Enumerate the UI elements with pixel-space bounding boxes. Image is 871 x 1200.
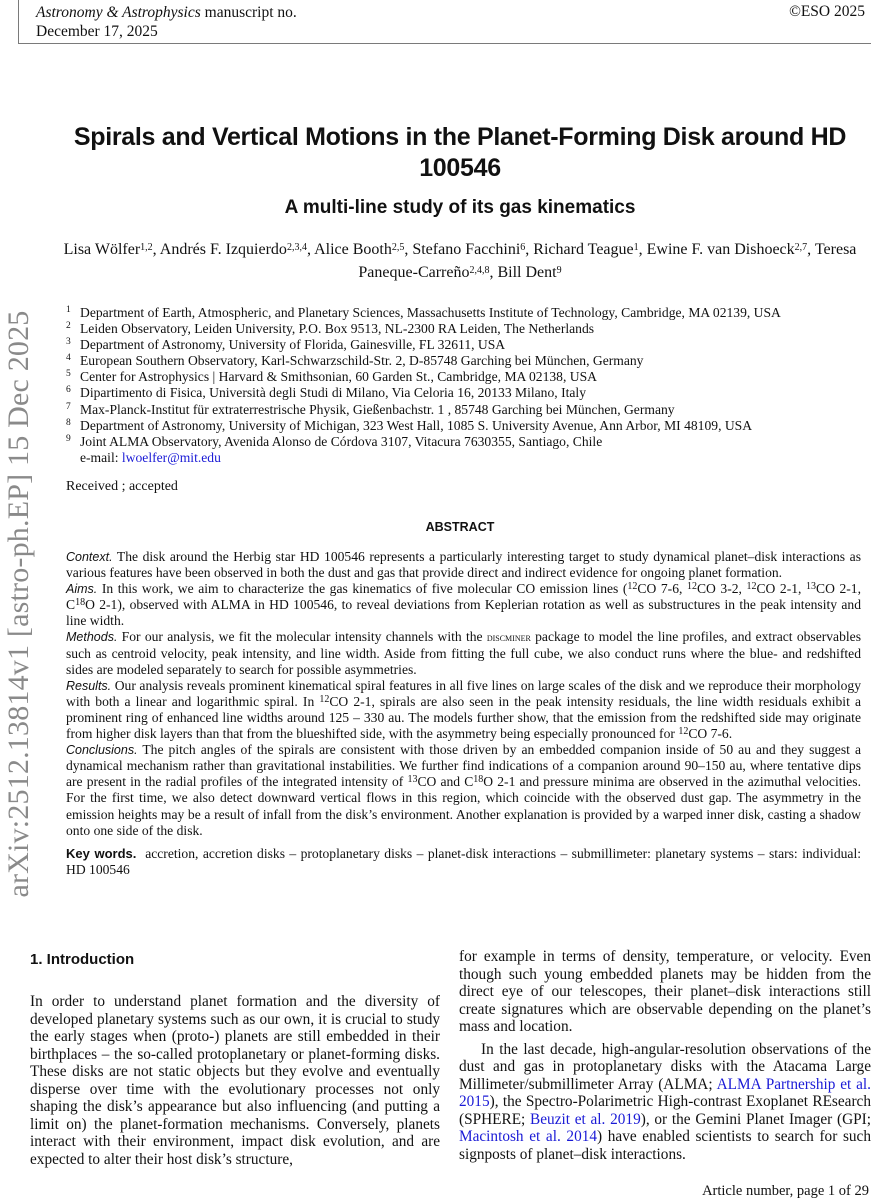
- affiliation-text: Department of Astronomy, University of Michigan, 323 West Hall, 1085 S. University Avenue, Ann Arbor, MI 48109, USA: [80, 417, 753, 433]
- isotope-superscript: 13: [806, 581, 817, 593]
- author-affil-ref: 2,5: [391, 242, 405, 253]
- author-affil-ref: 1,2: [140, 242, 153, 253]
- received-accepted: Received ; accepted: [66, 479, 178, 494]
- journal-name: Astronomy & Astrophysics: [36, 4, 201, 21]
- journal-header: [36, 3, 297, 41]
- conclusions-label: Conclusions.: [66, 743, 138, 758]
- paper-subtitle: A multi-line study of its gas kinematics: [284, 197, 636, 218]
- affiliation: [66, 418, 866, 434]
- right-column: [459, 948, 871, 1163]
- author-affil-ref: 2,3,4: [286, 242, 307, 253]
- context-label: Context.: [66, 550, 113, 564]
- aims-text: CO 7-6,: [637, 581, 687, 597]
- conclusions-text: O 2-1 and pressure minima are observed in the azimuthal velocities. For the first time, we also detect downward vertical flows in this region, which coincide with the observed dust gap. The asymmetry in the emission heights may be a result of infall from the disk’s environment. Another explanation is provided by a warped inner disk, casting a shadow onto one side of the disk.: [66, 774, 861, 838]
- abstract-conclusions: [66, 742, 861, 839]
- author-list: Lisa Wölfer$^{1,2}$, Andrés F. Izquierdo$^{2,3,4}$, Alice Booth$^{2,5}$, Stefano Facchini$^6$, Richard Teague$^1$, Ewine F. van Dishoeck$^{2,7}$, Teresa Paneque-Carreño$^{2,4,8}$, Bill Dent$^9$: [63, 241, 857, 281]
- isotope-superscript: 12: [686, 581, 697, 593]
- affiliation-text: European Southern Observatory, Karl-Schwarzschild-Str. 2, D-85748 Garching bei München, Germany: [80, 353, 644, 369]
- keywords-label: Key words.: [66, 845, 137, 861]
- affiliation-text: Joint ALMA Observatory, Avenida Alonso de Córdova 3107, Vitacura 7630355, Santiago, Chile: [80, 433, 603, 449]
- author: Andrés F. Izquierdo: [159, 241, 287, 258]
- keywords-text: accretion, accretion disks – protoplanetary disks – planet-disk interactions – submillimeter: planetary systems – stars: individual: HD 100546: [66, 845, 862, 877]
- author: Stefano Facchini: [412, 241, 521, 258]
- affiliation-number: 7: [66, 401, 71, 412]
- aims-text: CO 2-1, C: [66, 581, 861, 613]
- aims-text: CO 3-2,: [696, 581, 747, 597]
- isotope-superscript: 12: [746, 581, 757, 593]
- author-affil-ref: 1: [633, 242, 639, 253]
- aims-text: CO 2-1,: [756, 581, 807, 597]
- citation-link[interactable]: Macintosh et al. 2014: [459, 1128, 598, 1145]
- email-line: [66, 450, 866, 466]
- paragraph-text: In the last decade, high-angular-resolution observations of the dust and gas in protoplanetary disks with the Atacama Large Millimeter/submillimeter Array (ALMA;: [459, 1040, 871, 1093]
- intro-paragraph-continued: for example in terms of density, temperature, or velocity. Even though such young embedded planets may be hidden from the direct eye of our telescopes, their planet–disk interactions still create signatures which are observable depending on the planet’s mass and location.: [459, 948, 871, 1035]
- affiliation-number: 6: [66, 385, 71, 396]
- conclusions-text: CO and C: [417, 774, 474, 790]
- isotope-superscript: 18: [75, 597, 86, 609]
- arxiv-stamp: arXiv:2512.13814v1 [astro-ph.EP] 15 Dec 2025: [2, 310, 35, 898]
- results-label: Results.: [66, 678, 112, 693]
- abstract-methods: [66, 629, 861, 677]
- package-name: discminer: [486, 630, 531, 645]
- section-heading-introduction: 1. Introduction: [30, 951, 135, 968]
- affiliation-text: Department of Astronomy, University of Florida, Gainesville, FL 32611, USA: [80, 337, 506, 353]
- isotope-superscript: 12: [319, 693, 330, 705]
- paper-title: Spirals and Vertical Motions in the Planet-Forming Disk around HD 100546: [73, 123, 847, 182]
- abstract-results: [66, 678, 861, 742]
- affiliation-list: [66, 305, 866, 466]
- author: Lisa Wölfer: [63, 241, 141, 258]
- affiliation-number: 2: [66, 321, 71, 332]
- abstract-context: [66, 549, 861, 581]
- methods-text: For our analysis, we fit the molecular intensity channels with the: [117, 629, 487, 645]
- author-affil-ref: 2,4,8: [469, 265, 490, 276]
- manuscript-label: manuscript no.: [200, 4, 297, 21]
- affiliation-number: 1: [66, 305, 71, 315]
- author: Teresa Paneque-Carreño: [358, 241, 857, 281]
- abstract-aims: [66, 581, 861, 629]
- affiliation-number: 3: [66, 337, 71, 348]
- author-affil-ref: 9: [556, 265, 562, 276]
- author: Bill Dent: [497, 264, 557, 281]
- affiliation: [66, 321, 866, 337]
- methods-text: package to model the line profiles, and extract observables such as centroid velocity, peak intensity, and line width. Aside from fitting the full cube, we also conduct runs where the blue- and redshifted sides are modeled separately to search for possible asymmetries.: [66, 629, 861, 677]
- affiliation: [66, 385, 866, 401]
- results-text: CO 2-1, spirals are also seen in the peak intensity residuals, the line width residuals exhibit a prominent ring of enhanced line widths around 125 – 330 au. The models further show, that the emission from the redshifted side may originate from higher disk layers than that from the blueshifted side, with the asymmetry being especially pronounced for: [66, 693, 861, 742]
- email-link[interactable]: lwoelfer@mit.edu: [121, 449, 221, 465]
- citation-link[interactable]: ALMA Partnership et al. 2015: [459, 1075, 871, 1110]
- affiliation: [66, 369, 866, 385]
- aims-label: Aims.: [66, 582, 98, 597]
- affiliation-number: 4: [66, 353, 71, 364]
- paragraph-text: ), the Spectro-Polarimetric High-contrast Exoplanet REsearch (SPHERE;: [459, 1093, 871, 1128]
- results-text: Our analysis reveals prominent kinematical spiral features in all five lines on large scales of the disk and we reproduce their morphology with both a linear and logarithmic spiral. In: [66, 677, 861, 709]
- affiliation-text: Center for Astrophysics | Harvard & Smithsonian, 60 Garden St., Cambridge, MA 02138, USA: [80, 369, 597, 385]
- affiliation-text: Leiden Observatory, Leiden University, P.O. Box 9513, NL-2300 RA Leiden, The Netherlands: [80, 321, 595, 337]
- left-column: [30, 993, 440, 1168]
- author: Richard Teague: [533, 241, 634, 258]
- aims-text: In this work, we aim to characterize the gas kinematics of five molecular CO emission lines (: [97, 581, 628, 597]
- affiliation: [66, 337, 866, 353]
- affiliation-number: 9: [66, 433, 71, 444]
- paragraph-text: ), or the Gemini Planet Imager (GPI;: [640, 1110, 871, 1128]
- author: Ewine F. van Dishoeck: [646, 241, 795, 258]
- affiliation-text: Dipartimento di Fisica, Università degli Studi di Milano, Via Celoria 16, 20133 Milano, Italy: [80, 385, 586, 401]
- affiliation: [66, 402, 866, 418]
- author-affil-ref: 2,7: [794, 242, 808, 253]
- affiliation-text: Department of Earth, Atmospheric, and Planetary Sciences, Massachusetts Institute of Technology, Cambridge, MA 02139, USA: [80, 305, 781, 320]
- isotope-superscript: 12: [627, 581, 638, 593]
- keywords: [66, 846, 861, 878]
- copyright: ©ESO 2025: [789, 3, 865, 20]
- methods-label: Methods.: [66, 630, 118, 645]
- abstract: [66, 549, 861, 878]
- isotope-superscript: 12: [678, 726, 689, 738]
- affiliation-text: Max-Planck-Institut für extraterrestrische Physik, Gießenbachstr. 1 , 85748 Garching bei München, Germany: [80, 401, 675, 417]
- affiliation: [66, 434, 866, 450]
- author: Alice Booth: [314, 241, 392, 258]
- paragraph-text: ) have enabled scientists to search for such signposts of planet–disk interactions.: [459, 1128, 871, 1163]
- isotope-superscript: 13: [407, 774, 418, 786]
- affiliation: [66, 353, 866, 369]
- intro-paragraph: In order to understand planet formation and the diversity of developed planetary systems such as our own, it is crucial to study the early stages when (proto-) planets are still embedded in their birthplaces – the so-called protoplanetary or planet-forming disks. These disks are not static objects but they evolve and eventually disperse over time with the evolutionary processes not only shaping the disk’s appearance but also influencing (and putting a limit on) the planet-formation mechanisms. Conversely, planets interact with their environment, impact disk evolution, and are expected to alter their host disk’s structure,: [30, 993, 440, 1168]
- author-affil-ref: 6: [520, 242, 526, 253]
- header-date: December 17, 2025: [36, 23, 158, 40]
- page-footer: Article number, page 1 of 29: [702, 1183, 869, 1199]
- results-text: CO 7-6.: [688, 726, 733, 742]
- context-text: The disk around the Herbig star HD 100546 represents a particularly interesting target to study dynamical planet–disk interactions as various features have been observed in both the dust and gas that provide direct and indirect evidence for ongoing planet formation.: [66, 549, 861, 581]
- isotope-superscript: 18: [473, 774, 484, 786]
- intro-paragraph: [459, 1041, 871, 1164]
- abstract-heading: ABSTRACT: [425, 520, 495, 534]
- affiliation-number: 5: [66, 369, 71, 380]
- citation-link[interactable]: Beuzit et al. 2019: [530, 1110, 641, 1128]
- affiliation-number: 8: [66, 417, 71, 428]
- aims-text: O 2-1), observed with ALMA in HD 100546, to reveal deviations from Keplerian rotation as well as substructures in the peak intensity and line width.: [66, 597, 861, 629]
- affiliation: [66, 305, 866, 321]
- email-label: e-mail:: [80, 449, 122, 465]
- conclusions-text: The pitch angles of the spirals are consistent with those driven by an embedded companion inside of 50 au and they suggest a dynamical mechanism rather than gravitational instabilities. We further find indications of a companion around 90–150 au, where tentative dips are present in the radial profiles of the integrated intensity of: [66, 742, 861, 790]
